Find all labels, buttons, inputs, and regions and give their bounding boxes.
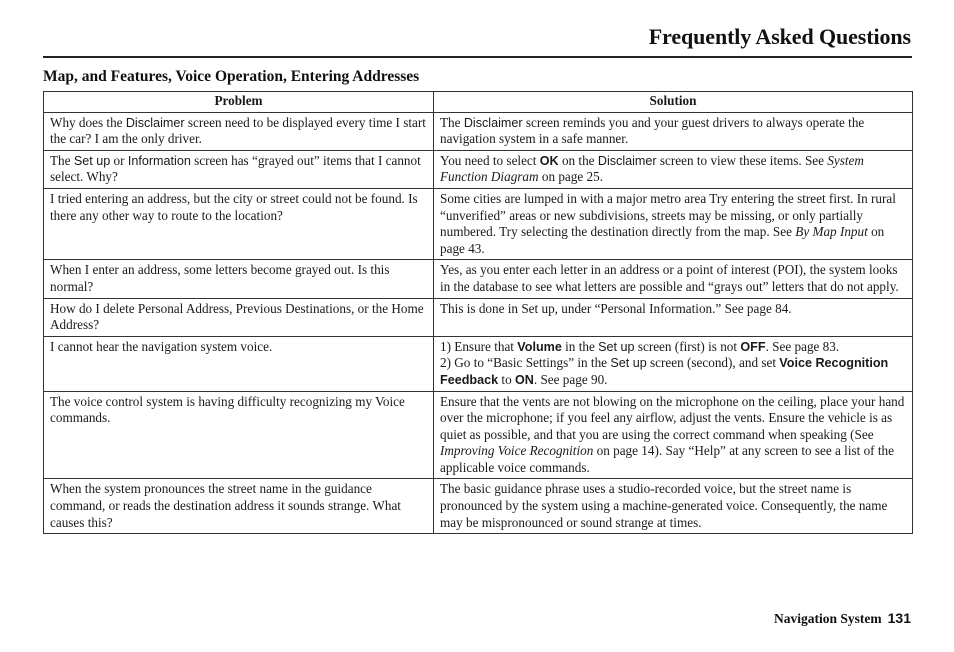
solution-text: OFF — [740, 339, 766, 354]
solution-text: on page 25. — [538, 169, 604, 185]
table-row — [44, 479, 913, 534]
solution-cell — [434, 391, 913, 479]
problem-text: Set up — [73, 153, 111, 168]
section-heading: Map, and Features, Voice Operation, Entering Addresses — [43, 68, 420, 85]
problem-cell — [44, 479, 434, 534]
problem-text: How do I delete Personal Address, Previous Destinations, or the Home Address? — [50, 300, 424, 333]
problem-text: or — [110, 152, 128, 168]
solution-text: . See page 90. — [533, 371, 608, 387]
page-title: Frequently Asked Questions — [648, 24, 911, 49]
table-row — [44, 260, 913, 298]
solution-text: Yes, as you enter each letter in an address or a point of interest (POI), the system looks in the database to see what letters are possible and “grays out” letters that do not apply. — [440, 262, 899, 294]
page-number: 131 — [887, 610, 911, 626]
solution-text: Improving Voice Recognition — [440, 443, 594, 459]
problem-cell — [44, 150, 434, 188]
solution-text: on page 14). Say “Help” at any screen to see a list of the applicable voice commands. — [440, 443, 894, 475]
solution-text: Voice Recognition Feedback — [440, 356, 889, 387]
solution-text: on page 43. — [440, 224, 885, 256]
solution-text: screen to view these items. See — [656, 152, 828, 168]
faq-table-body — [44, 112, 913, 534]
solution-text: . See page 83. — [765, 338, 840, 354]
solution-text: screen (first) is not — [634, 338, 741, 354]
column-header-solution: Solution — [434, 92, 913, 113]
solution-text: Ensure that the vents are not blowing on the microphone on the ceiling, place your hand over the microphone; if you feel any airflow, adjust the vents. Ensure the vehicle is as quiet as possible, and that you are using the correct command when speaking (See — [440, 393, 905, 442]
solution-text: System Function Diagram — [440, 152, 864, 185]
table-row — [44, 298, 913, 336]
solution-text: The — [440, 114, 464, 130]
solution-text: By Map Input — [795, 224, 868, 240]
solution-cell — [434, 479, 913, 534]
solution-text: You need to select — [440, 152, 540, 168]
solution-text: 2) Go to “Basic Settings” in the — [440, 355, 611, 371]
solution-text: Set up — [610, 356, 647, 371]
solution-text: Set up — [598, 339, 635, 354]
problem-text: When the system pronounces the street name in the guidance command, or reads the destination address it sounds strange. What causes this? — [50, 481, 401, 530]
title-divider — [43, 56, 912, 58]
problem-cell — [44, 336, 434, 391]
problem-text: Information — [127, 153, 191, 168]
solution-text: on the — [558, 152, 598, 168]
table-row — [44, 188, 913, 259]
problem-text: Why does the — [50, 114, 126, 130]
solution-text: Disclaimer — [463, 115, 523, 130]
solution-text: The basic guidance phrase uses a studio-recorded voice, but the street name is pronounced by the system using a machine-generated voice. Consequently, the name may be mispronounced or sound strange at times. — [440, 481, 888, 530]
problem-cell — [44, 112, 434, 150]
solution-text: screen reminds you and your guest drivers to always operate the navigation system in a safe manner. — [440, 114, 865, 147]
solution-text: This is done in Set up, under “Personal Information.” See page 84. — [440, 300, 792, 316]
table-row — [44, 391, 913, 479]
problem-text: The voice control system is having difficulty recognizing my Voice commands. — [50, 393, 405, 426]
problem-text: The — [50, 152, 74, 168]
footer-label: Navigation System — [774, 611, 882, 626]
problem-text: Disclaimer — [125, 115, 185, 130]
table-row — [44, 336, 913, 391]
solution-text: Some cities are lumped in with a major metro area Try entering the street first. In rural “unverified” areas or new subdivisions, streets may be missing, or only partially numbered. Try selecting the destination directly from the map. See — [440, 190, 896, 240]
problem-text: When I enter an address, some letters become grayed out. Is this normal? — [50, 262, 390, 294]
solution-text: Disclaimer — [597, 153, 657, 168]
problem-cell — [44, 188, 434, 259]
problem-cell — [44, 298, 434, 336]
solution-cell — [434, 150, 913, 188]
solution-cell — [434, 188, 913, 259]
table-header-row — [44, 92, 913, 113]
problem-cell — [44, 391, 434, 479]
solution-text: screen (second), and set — [646, 355, 780, 371]
solution-text: OK — [539, 153, 559, 168]
faq-table — [43, 91, 913, 534]
page-footer — [774, 610, 911, 627]
problem-text: I tried entering an address, but the city or street could not be found. Is there any other way to route to the location? — [50, 190, 418, 223]
solution-cell — [434, 112, 913, 150]
solution-cell — [434, 298, 913, 336]
solution-text: ON — [514, 372, 534, 387]
table-row — [44, 150, 913, 188]
solution-cell — [434, 260, 913, 298]
problem-text: I cannot hear the navigation system voice. — [50, 338, 273, 354]
solution-text: in the — [561, 338, 599, 354]
problem-text: screen has “grayed out” items that I cannot select. Why? — [50, 152, 421, 185]
solution-cell — [434, 336, 913, 391]
solution-text: Volume — [517, 339, 562, 354]
solution-text: 1) Ensure that — [440, 338, 518, 354]
column-header-problem: Problem — [44, 92, 434, 113]
problem-cell — [44, 260, 434, 298]
solution-text: to — [498, 371, 515, 387]
table-row — [44, 112, 913, 150]
problem-text: screen need to be displayed every time I start the car? I am the only driver. — [50, 114, 426, 147]
